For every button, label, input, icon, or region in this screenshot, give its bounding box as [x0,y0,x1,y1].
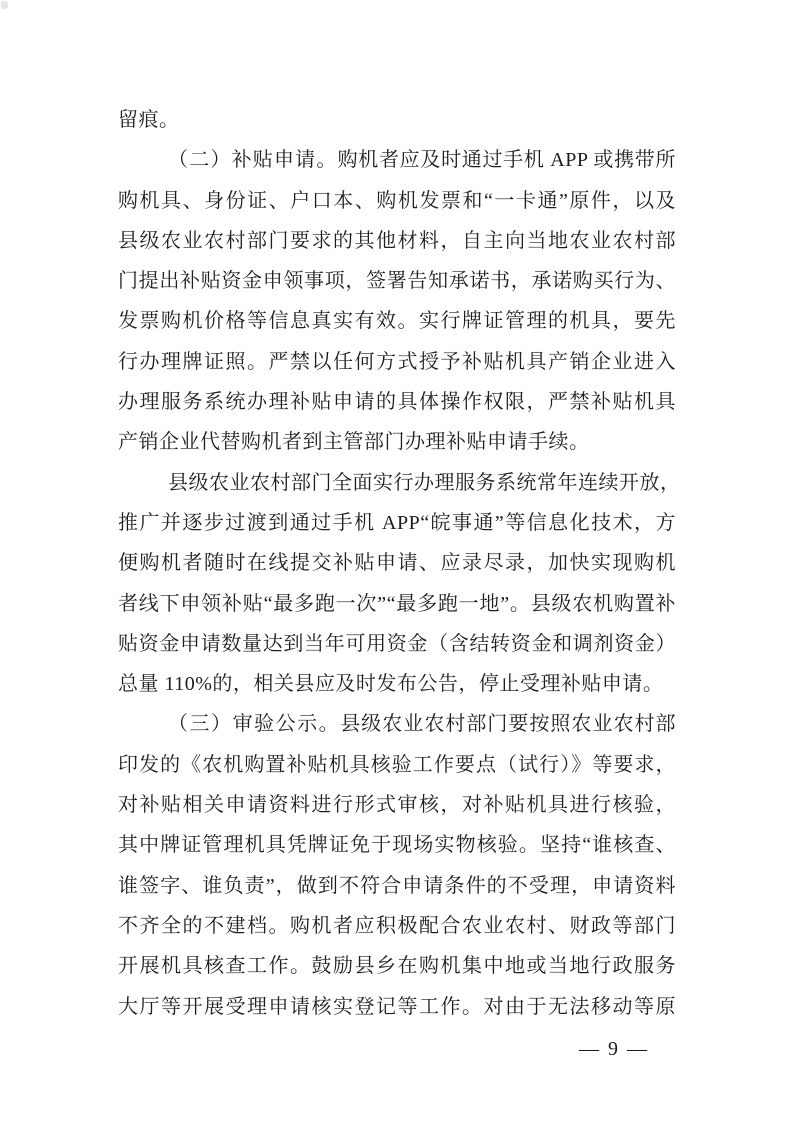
paragraph-line: 其中牌证管理机具凭牌证免于现场实物核验。坚持“谁核查、 [118,834,676,857]
paragraph-line: 留痕。 [118,109,180,131]
paragraph-line: 谁签字、谁负责”，做到不符合申请条件的不受理，申请资料 [118,874,676,897]
paragraph-line: 印发的《农机购置补贴机具核验工作要点（试行）》等要求， [118,753,676,776]
paragraph-line: 贴资金申请数量达到当年可用资金（含结转资金和调剂资金） [118,632,676,655]
scan-artifact [1,1,8,9]
paragraph-text: 县级农业农村部门要按照农业农村部 [340,713,677,736]
paragraph-line: 开展机具核查工作。鼓励县乡在购机集中地或当地行政服务 [118,955,676,978]
paragraph-line: 产销企业代替购机者到主管部门办理补贴申请手续。 [118,431,590,454]
paragraph-line: 县级农业农村部门全面实行办理服务系统常年连续开放， [168,471,681,494]
paragraph-line: 不齐全的不建档。购机者应积极配合农业农村、财政等部门 [118,914,676,937]
document-body [118,100,681,1027]
page-number: — 9 — [579,1038,649,1060]
paragraph-line: 行办理牌证照。严禁以任何方式授予补贴机具产销企业进入 [118,350,676,373]
paragraph-line: 购机具、身份证、户口本、购机发票和“一卡通”原件，以及 [118,189,676,212]
paragraph-line: 县级农业农村部门要求的其他材料，自主向当地农业农村部 [118,229,676,252]
paragraph-line [118,140,676,180]
paragraph-line: 便购机者随时在线提交补贴申请、应录尽录，加快实现购机 [118,552,676,575]
section-heading-3: （三）审验公示。 [168,713,341,736]
paragraph-line: 总量 110%的，相关县应及时发布公告，停止受理补贴申请。 [118,673,664,696]
paragraph-text: 购机者应及时通过手机 APP 或携带所 [337,149,677,172]
paragraph-line: 发票购机价格等信息真实有效。实行牌证管理的机具，要先 [118,310,676,333]
paragraph-line: 推广并逐步过渡到通过手机 APP“皖事通”等信息化技术，方 [118,511,676,534]
paragraph-line: 门提出补贴资金申领事项，签署告知承诺书，承诺购买行为、 [118,270,676,293]
paragraph-line: 大厅等开展受理申请核实登记等工作。对由于无法移动等原 [118,995,676,1018]
paragraph-line [118,704,676,744]
paragraph-line: 办理服务系统办理补贴申请的具体操作权限，严禁补贴机具 [118,391,676,414]
paragraph-line: 对补贴相关申请资料进行形式审核，对补贴机具进行核验， [118,794,676,817]
section-heading-2: （二）补贴申请。 [168,149,338,172]
paragraph-line: 者线下申领补贴“最多跑一次”“最多跑一地”。县级农机购置补 [118,592,676,615]
